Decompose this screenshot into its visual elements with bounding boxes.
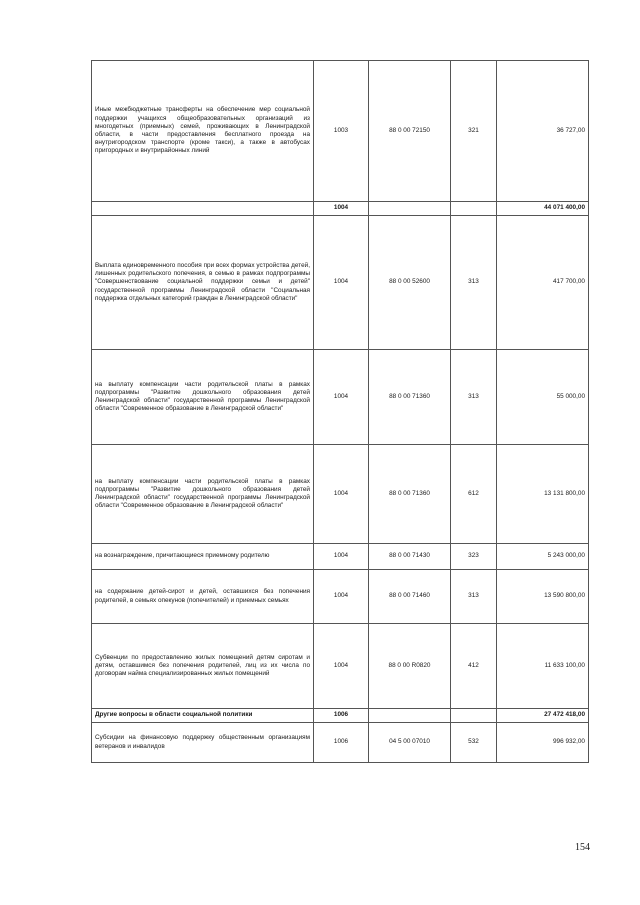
target-article-code	[369, 709, 451, 723]
row-description: Выплата единовременного пособия при всех формах устройства детей, лишенных родительского попечения, в семью в рамках подпрограммы "Совершенствование социальной поддержки семьи и детей" государственной программы Ленинградской области "Социальная поддержка отдельных категорий граждан в Ленинградской области"	[92, 216, 314, 350]
amount: 11 633 100,00	[497, 624, 589, 709]
table-row	[92, 445, 589, 544]
target-article-code: 88 0 00 71360	[369, 350, 451, 445]
amount: 13 590 800,00	[497, 570, 589, 624]
table-row-subtotal	[92, 709, 589, 723]
row-description: на содержание детей-сирот и детей, оставшихся без попечения родителей, в семьях опекунов (попечителей) и приемных семьях	[92, 570, 314, 624]
target-article-code: 88 0 00 71430	[369, 544, 451, 570]
expense-type-code: 323	[451, 544, 497, 570]
row-description: на вознаграждение, причитающиеся приемному родителю	[92, 544, 314, 570]
section-code: 1006	[314, 723, 369, 763]
expense-type-code: 612	[451, 445, 497, 544]
target-article-code: 88 0 00 R0820	[369, 624, 451, 709]
row-description	[92, 202, 314, 216]
expense-type-code: 532	[451, 723, 497, 763]
table-row	[92, 216, 589, 350]
target-article-code: 04 5 00 07010	[369, 723, 451, 763]
row-description: Другие вопросы в области социальной политики	[92, 709, 314, 723]
amount: 417 700,00	[497, 216, 589, 350]
row-description: Субвенции по предоставлению жилых помещений детям сиротам и детям, оставшимся без попечения родителей, лиц из их числа по договорам найма специализированных жилых помещений	[92, 624, 314, 709]
table-row	[92, 544, 589, 570]
target-article-code: 88 0 00 71360	[369, 445, 451, 544]
row-description: Иные межбюджетные трансферты на обеспечение мер социальной поддержки учащихся общеобразовательных организаций из многодетных (приемных) семей, проживающих в Ленинградской области, в части предоставления бесплатного проезда на внутригородском транспорте (кроме такси), а также в автобусах пригородных и внутрирайонных линий	[92, 61, 314, 202]
section-code: 1006	[314, 709, 369, 723]
expense-type-code: 321	[451, 61, 497, 202]
table-row	[92, 350, 589, 445]
table-row	[92, 624, 589, 709]
expense-type-code: 313	[451, 350, 497, 445]
section-code: 1004	[314, 350, 369, 445]
section-code: 1003	[314, 61, 369, 202]
page-number: 154	[575, 842, 590, 853]
amount: 27 472 418,00	[497, 709, 589, 723]
expense-type-code: 313	[451, 216, 497, 350]
expense-type-code: 412	[451, 624, 497, 709]
row-description: на выплату компенсации части родительской платы в рамках подпрограммы "Развитие дошкольного образования детей Ленинградской области" государственной программы Ленинградской области "Современное образование в Ленинградской области"	[92, 445, 314, 544]
amount: 13 131 800,00	[497, 445, 589, 544]
section-code: 1004	[314, 624, 369, 709]
amount: 996 932,00	[497, 723, 589, 763]
table-row	[92, 61, 589, 202]
amount: 44 071 400,00	[497, 202, 589, 216]
target-article-code: 88 0 00 52600	[369, 216, 451, 350]
target-article-code: 88 0 00 72150	[369, 61, 451, 202]
section-code: 1004	[314, 445, 369, 544]
amount: 55 000,00	[497, 350, 589, 445]
row-description: на выплату компенсации части родительской платы в рамках подпрограммы "Развитие дошкольного образования детей Ленинградской области" государственной программы Ленинградской области "Современное образование в Ленинградской области"	[92, 350, 314, 445]
section-code: 1004	[314, 570, 369, 624]
target-article-code	[369, 202, 451, 216]
section-code: 1004	[314, 202, 369, 216]
row-description: Субсидии на финансовую поддержку общественным организациям ветеранов и инвалидов	[92, 723, 314, 763]
amount: 36 727,00	[497, 61, 589, 202]
expense-type-code	[451, 709, 497, 723]
table-row	[92, 570, 589, 624]
target-article-code: 88 0 00 71460	[369, 570, 451, 624]
table-row-subtotal	[92, 202, 589, 216]
expense-type-code: 313	[451, 570, 497, 624]
expense-type-code	[451, 202, 497, 216]
table-row	[92, 723, 589, 763]
amount: 5 243 000,00	[497, 544, 589, 570]
section-code: 1004	[314, 544, 369, 570]
budget-table	[91, 60, 589, 763]
section-code: 1004	[314, 216, 369, 350]
